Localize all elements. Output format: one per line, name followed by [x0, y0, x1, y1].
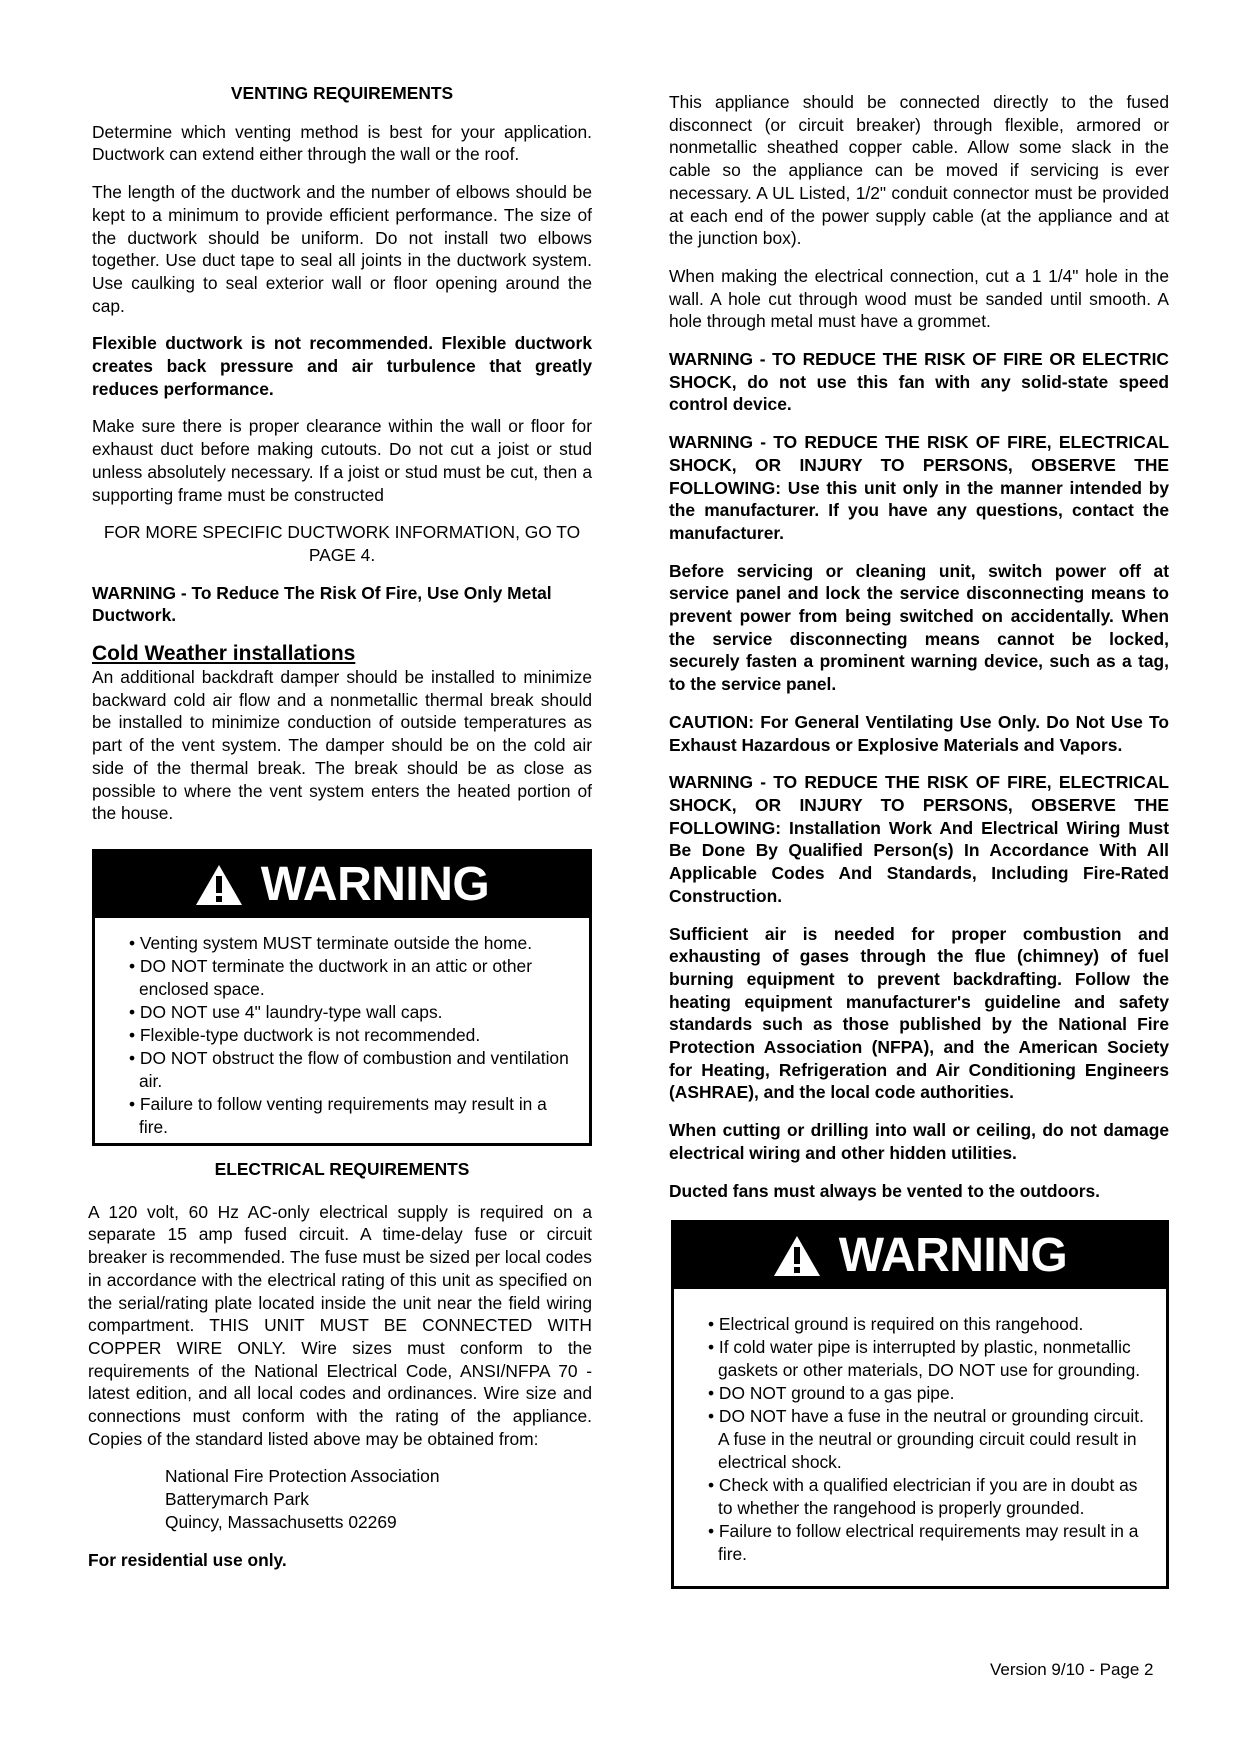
drilling-warning: When cutting or drilling into wall or ceiling, do not damage electrical wiring and other hidden utilities. — [669, 1120, 1169, 1163]
ventilating-caution: CAUTION: For General Ventilating Use Only. Do Not Use To Exhaust Hazardous or Explosive Materials and Vapors. — [669, 711, 1169, 755]
address-line: Quincy, Massachusetts 02269 — [165, 1511, 397, 1532]
ductwork-info-reference: FOR MORE SPECIFIC DUCTWORK INFORMATION, GO TO PAGE 4. — [103, 522, 581, 565]
list-item: • DO NOT ground to a gas pipe. — [690, 1382, 1152, 1405]
list-item: • DO NOT obstruct the flow of combustion and ventilation air. — [111, 1047, 575, 1093]
clearance-paragraph: Make sure there is proper clearance within the wall or floor for exhaust duct before making cutouts. Do not cut a joist or stud unless absolutely necessary. If a joist or stud must be cut, then a supporting frame must be constructed — [92, 416, 592, 505]
list-item: • Flexible-type ductwork is not recommended. — [111, 1024, 575, 1047]
venting-heading: VENTING REQUIREMENTS — [230, 83, 454, 103]
list-item: • If cold water pipe is interrupted by plastic, nonmetallic gaskets or other materials, DO NOT use for grounding. — [690, 1336, 1152, 1382]
warning-triangle-icon — [195, 864, 243, 906]
electrical-heading: ELECTRICAL REQUIREMENTS — [214, 1158, 470, 1179]
right-column — [669, 91, 1169, 1601]
list-item: • Electrical ground is required on this rangehood. — [690, 1313, 1152, 1336]
venting-warning-list — [95, 918, 589, 1143]
manufacturer-warning: WARNING - TO REDUCE THE RISK OF FIRE, ELECTRICAL SHOCK, OR INJURY TO PERSONS, OBSERVE THE FOLLOWING: Use this unit only in the manner intended by the manufacturer. If you have any questions, contact the manufacturer. — [669, 432, 1169, 543]
electrical-warning-title: WARNING — [838, 1228, 1068, 1282]
warning-triangle-icon — [773, 1235, 821, 1277]
list-item: • DO NOT have a fuse in the neutral or grounding circuit. A fuse in the neutral or grounding circuit could result in electrical shock. — [690, 1405, 1152, 1474]
electrical-warning-box — [671, 1220, 1169, 1589]
left-column — [88, 82, 592, 1586]
electrical-text: A 120 volt, 60 Hz AC-only electrical supply is required on a separate 15 amp fused circuit. A time-delay fuse or circuit breaker is recommended. The fuse must be sized per local codes in accordance with the electrical rating of this unit as specified on the serial/rating plate located inside the unit near the field wiring compartment. THIS UNIT MUST BE CONNECTED WITH COPPER WIRE ONLY. Wire sizes must conform to the requirements of the National Electrical Code, ANSI/NFPA 70 - latest edition, and all local codes and ordinances. Wire size and connections must conform with the rating of the appliance. Copies of the standard listed above may be obtained from: — [88, 1201, 592, 1449]
venting-warning-box — [92, 849, 592, 1146]
venting-warning-title: WARNING — [260, 857, 490, 911]
venting-paragraph-2: The length of the ductwork and the number of elbows should be kept to a minimum to provide efficient performance. The size of the ductwork should be uniform. Do not install two elbows together. Use duct tape to seal all joints in the ductwork system. Use caulking to seal exterior wall or floor opening around the cap. — [92, 182, 592, 316]
qualified-person-warning: WARNING - TO REDUCE THE RISK OF FIRE, ELECTRICAL SHOCK, OR INJURY TO PERSONS, OBSERVE THE FOLLOWING: Installation Work And Electrical Wiring Must Be Done By Qualified Person(s) In Accordance With All Applicable Codes And Standards, Including Fire-Rated Construction. — [669, 772, 1169, 906]
cold-weather-text: An additional backdraft damper should be installed to minimize backward cold air flow and a nonmetallic thermal break should be installed to minimize conduction of outside temperatures as part of the vent system. The damper should be on the cold air side of the thermal break. The break should be as close as possible to where the vent system enters the heated portion of the house. — [92, 667, 592, 824]
nfpa-address — [92, 1465, 592, 1533]
page-footer: Version 9/10 - Page 2 — [990, 1660, 1154, 1679]
list-item: • Failure to follow venting requirements may result in a fire. — [111, 1093, 575, 1139]
list-item: • Failure to follow electrical requirements may result in a fire. — [690, 1520, 1152, 1566]
list-item: • Check with a qualified electrician if you are in doubt as to whether the rangehood is properly grounded. — [690, 1474, 1152, 1520]
electrical-warning-header — [674, 1223, 1166, 1289]
list-item: • Venting system MUST terminate outside the home. — [111, 932, 575, 955]
venting-paragraph-1: Determine which venting method is best for your application. Ductwork can extend either through the wall or the roof. — [92, 121, 592, 165]
combustion-air-note: Sufficient air is needed for proper combustion and exhausting of gases through the flue (chimney) of fuel burning equipment to prevent backdrafting. Follow the heating equipment manufacturer's guideline and safety standards such as those published by the National Fire Protection Association (NFPA), and the American Society for Heating, Refrigeration and Air Conditioning Engineers (ASHRAE), and the local code authorities. — [669, 923, 1169, 1103]
list-item: • DO NOT terminate the ductwork in an attic or other enclosed space. — [111, 955, 575, 1001]
residential-use-note: For residential use only. — [88, 1549, 287, 1570]
metal-ductwork-warning: WARNING - To Reduce The Risk Of Fire, Use Only Metal Ductwork. — [92, 582, 552, 626]
electrical-warning-list — [674, 1289, 1166, 1586]
venting-warning-header — [95, 852, 589, 918]
speed-control-warning: WARNING - TO REDUCE THE RISK OF FIRE OR ELECTRIC SHOCK, do not use this fan with any solid-state speed control device. — [669, 349, 1169, 415]
cold-weather-heading: Cold Weather installations — [92, 642, 356, 666]
address-line: National Fire Protection Association — [165, 1466, 440, 1487]
flexible-ductwork-note: Flexible ductwork is not recommended. Flexible ductwork creates back pressure and air turbulence that greatly reduces performance. — [92, 333, 592, 399]
vent-outdoors-note: Ducted fans must always be vented to the outdoors. — [669, 1180, 1100, 1201]
address-line: Batterymarch Park — [165, 1489, 309, 1510]
servicing-warning: Before servicing or cleaning unit, switch power off at service panel and lock the service disconnecting means to prevent power from being switched on accidentally. When the service disconnecting means cannot be locked, securely fasten a prominent warning device, such as a tag, to the service panel. — [669, 560, 1169, 695]
list-item: • DO NOT use 4" laundry-type wall caps. — [111, 1001, 575, 1024]
hole-paragraph: When making the electrical connection, cut a 1 1/4" hole in the wall. A hole cut through wood must be sanded until smooth. A hole through metal must have a grommet. — [669, 265, 1169, 332]
connection-paragraph: This appliance should be connected directly to the fused disconnect (or circuit breaker) through flexible, armored or nonmetallic sheathed copper cable. Allow some slack in the cable so the appliance can be moved if servicing is ever necessary. A UL Listed, 1/2" conduit connector must be provided at each end of the power supply cable (at the appliance and at the junction box). — [669, 92, 1169, 249]
